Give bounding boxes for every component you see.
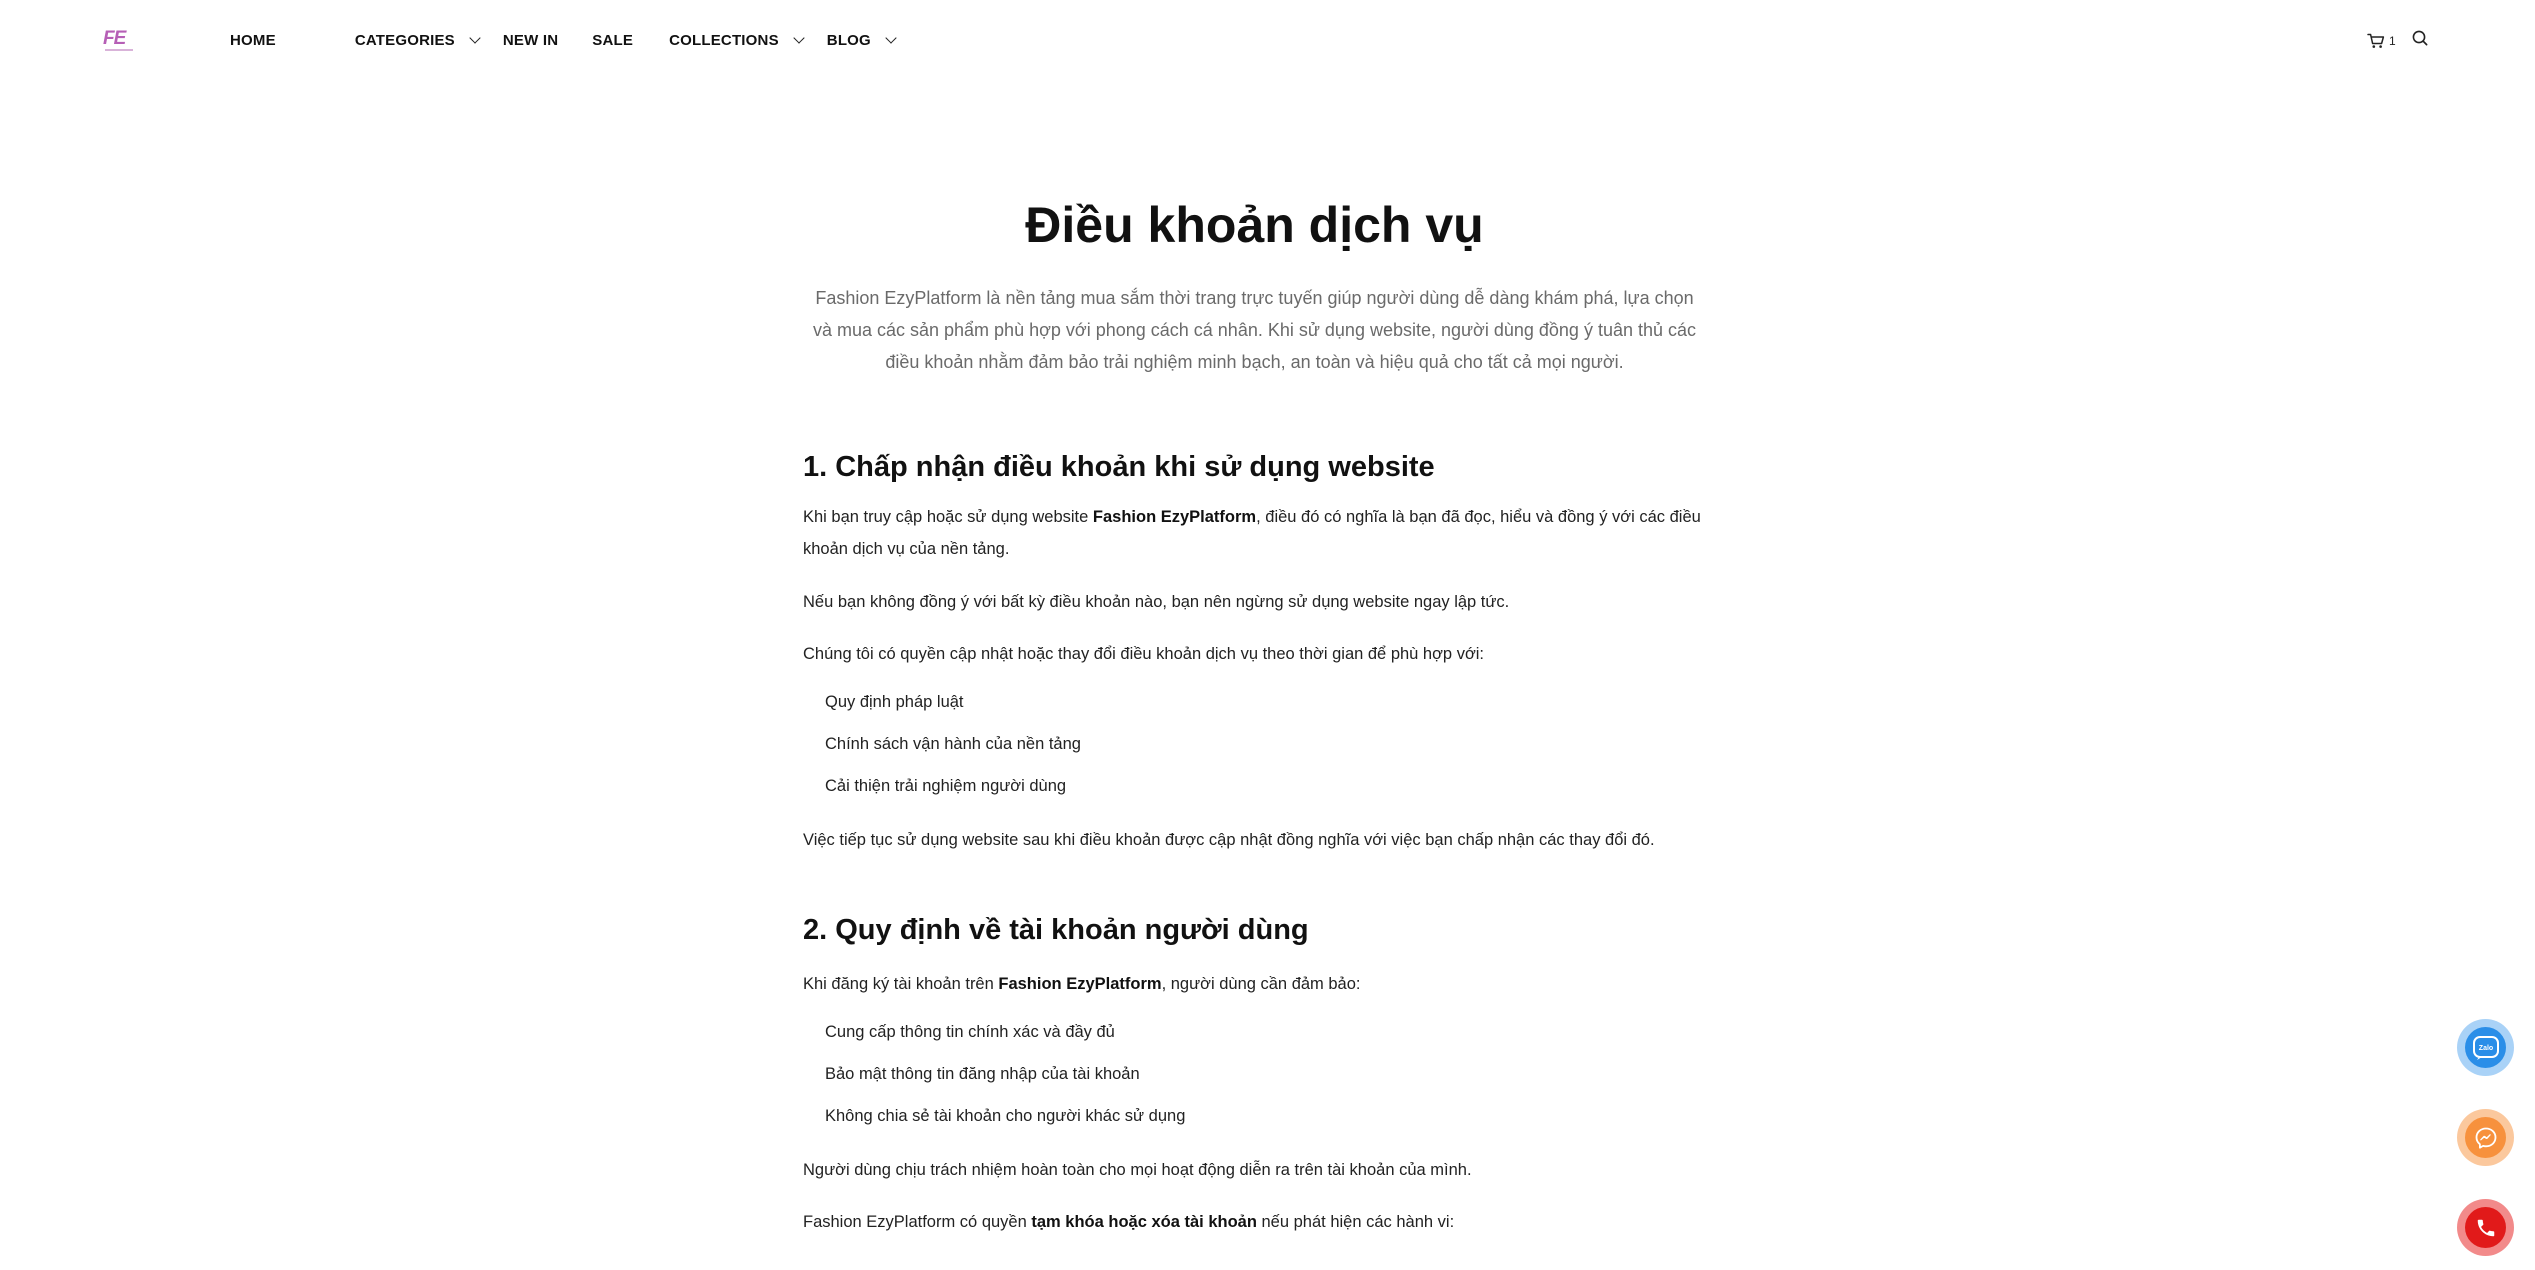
- logo-text: FE: [103, 28, 126, 49]
- site-logo[interactable]: [103, 28, 137, 54]
- cart-count: 1: [2389, 33, 2396, 48]
- terms-content: [803, 190, 1706, 1238]
- list-item: Quy định pháp luật: [825, 693, 964, 711]
- brand-name: Fashion EzyPlatform: [1092, 508, 1257, 526]
- messenger-icon: [2474, 1126, 2498, 1150]
- nav-item-label: HOME: [230, 32, 276, 49]
- nav-item-blog[interactable]: [827, 32, 895, 49]
- phone-button[interactable]: [2457, 1199, 2514, 1256]
- list-item: Chính sách vận hành của nền tảng: [825, 735, 1081, 753]
- paragraph: Người dùng chịu trách nhiệm hoàn toàn cho mọi hoạt động diễn ra trên tài khoản của mình.: [803, 1161, 1472, 1179]
- list-item: Cải thiện trải nghiệm người dùng: [825, 777, 1067, 795]
- cart-icon: [2367, 33, 2385, 49]
- bullet-list: [803, 1011, 1706, 1137]
- text-span: nếu phát hiện các hành vi:: [1256, 1213, 1455, 1231]
- nav-item-label: SALE: [592, 32, 634, 49]
- page-title: Điều khoản dịch vụ: [1025, 197, 1484, 253]
- search-button[interactable]: [2412, 30, 2428, 51]
- nav-item-sale[interactable]: [592, 32, 633, 49]
- text-span: , người dùng cần đảm bảo:: [1161, 975, 1361, 993]
- nav-item-home[interactable]: [230, 32, 276, 49]
- logo-underline: [105, 49, 133, 51]
- paragraph: Việc tiếp tục sử dụng website sau khi điều khoản được cập nhật đồng nghĩa với việc bạn chấp nhận các thay đổi đó.: [803, 831, 1655, 849]
- text-span: Fashion EzyPlatform có quyền: [803, 1213, 1032, 1231]
- list-item: Không chia sẻ tài khoản cho người khác sử dụng: [825, 1107, 1186, 1125]
- cart-button[interactable]: [2367, 33, 2396, 49]
- list-item: Bảo mật thông tin đăng nhập của tài khoản: [825, 1065, 1140, 1083]
- chevron-down-icon: [469, 32, 480, 43]
- text-span: , điều đó có nghĩa là bạn đã đọc, hiểu và đồng ý với các điều khoản dịch vụ của nền tảng.: [803, 508, 1701, 558]
- paragraph: [803, 968, 1706, 1000]
- site-header: [0, 0, 2535, 86]
- header-actions: [2367, 30, 2428, 51]
- paragraph: Nếu bạn không đồng ý với bất kỳ điều khoản nào, bạn nên ngừng sử dụng website ngay lập tức.: [803, 593, 1510, 611]
- paragraph: Chúng tôi có quyền cập nhật hoặc thay đổi điều khoản dịch vụ theo thời gian để phù hợp với:: [803, 645, 1485, 663]
- main-nav: [230, 32, 895, 49]
- chevron-down-icon: [885, 32, 896, 43]
- list-item: Cung cấp thông tin chính xác và đầy đủ: [825, 1023, 1115, 1041]
- bullet-list: [803, 681, 1706, 807]
- phone-icon: [2475, 1217, 2497, 1239]
- zalo-badge: [2465, 1027, 2506, 1068]
- zalo-label: Zalo: [2478, 1044, 2493, 1052]
- nav-item-label: COLLECTIONS: [669, 32, 779, 49]
- section-heading: 2. Quy định về tài khoản người dùng: [803, 914, 1309, 946]
- nav-item-label: NEW IN: [502, 32, 559, 49]
- search-icon: [2412, 30, 2428, 46]
- nav-item-categories[interactable]: [355, 32, 479, 49]
- phone-badge: [2465, 1207, 2506, 1248]
- paragraph: [803, 501, 1706, 565]
- nav-item-label: CATEGORIES: [354, 32, 455, 49]
- bold-phrase: tạm khóa hoặc xóa tài khoản: [1031, 1213, 1257, 1231]
- nav-item-collections[interactable]: [669, 32, 803, 49]
- paragraph: [803, 1206, 1706, 1238]
- nav-item-label: BLOG: [826, 32, 871, 49]
- text-span: Khi bạn truy cập hoặc sử dụng website: [803, 508, 1093, 526]
- nav-item-new-in[interactable]: [503, 32, 558, 49]
- section-heading: 1. Chấp nhận điều khoản khi sử dụng website: [803, 451, 1435, 483]
- chevron-down-icon: [793, 32, 804, 43]
- brand-name: Fashion EzyPlatform: [998, 975, 1162, 993]
- zalo-button[interactable]: [2457, 1019, 2514, 1076]
- messenger-badge: [2465, 1117, 2506, 1158]
- zalo-icon: [2473, 1036, 2499, 1060]
- intro-paragraph: Fashion EzyPlatform là nền tảng mua sắm thời trang trực tuyến giúp người dùng dễ dàng khám phá, lựa chọn và mua các sản phẩm phù hợp với phong cách cá nhân. Khi sử dụng website, người dùng đồng ý tuân thủ các điều khoản nhằm đảm bảo trải nghiệm minh bạch, an toàn và hiệu quả cho tất cả mọi người.: [812, 288, 1697, 372]
- text-span: Khi đăng ký tài khoản trên: [803, 975, 999, 993]
- messenger-button[interactable]: [2457, 1109, 2514, 1166]
